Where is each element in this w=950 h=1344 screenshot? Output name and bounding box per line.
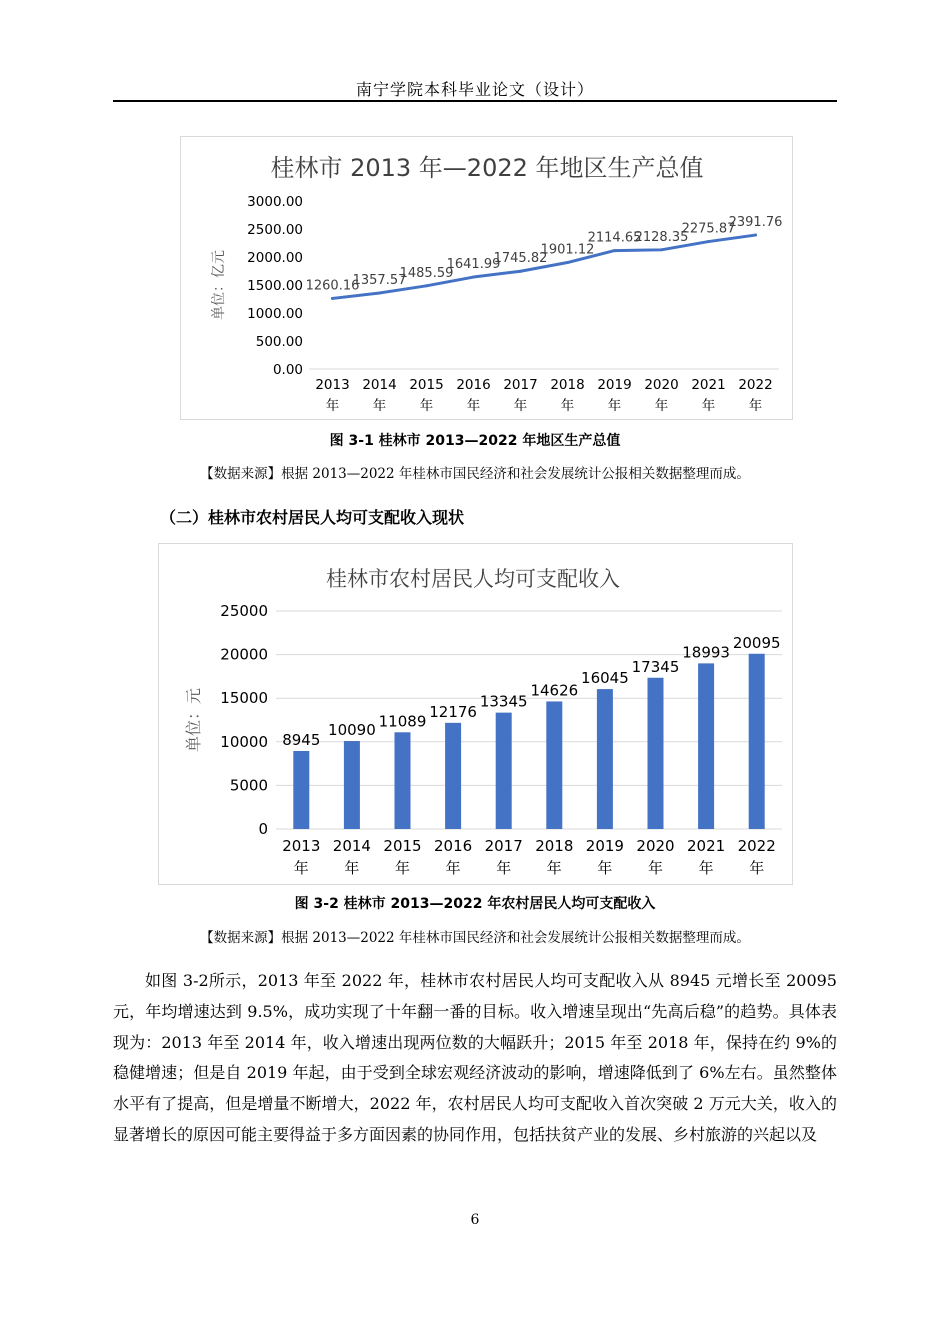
data-label: 1357.57 <box>352 272 407 288</box>
y-tick-label: 1000.00 <box>247 306 303 322</box>
figure-2-source: 【数据来源】根据 2013—2022 年桂林市国民经济和社会发展统计公报相关数据整理而成。 <box>200 930 750 946</box>
data-label: 2114.65 <box>587 230 642 246</box>
y-tick-label: 5000 <box>229 776 268 795</box>
data-point <box>378 291 381 294</box>
x-tick-label: 2014 <box>332 837 371 855</box>
data-label: 1745.82 <box>493 251 548 267</box>
x-tick-label-unit: 年 <box>372 398 387 414</box>
x-tick-label: 2016 <box>434 837 473 855</box>
x-tick-label: 2018 <box>550 377 585 393</box>
page-number: 6 <box>470 1212 480 1228</box>
gdp-line-chart-svg <box>181 137 792 419</box>
data-label: 14626 <box>530 681 579 700</box>
data-point <box>331 297 334 300</box>
data-label: 2128.35 <box>634 229 689 245</box>
x-tick-label-unit: 年 <box>513 398 528 414</box>
x-tick-label: 2021 <box>691 377 726 393</box>
income-bar-chart-svg <box>159 544 792 884</box>
x-tick-label-unit: 年 <box>607 398 622 414</box>
running-header: 南宁学院本科毕业论文（设计） <box>355 80 594 99</box>
y-tick-label: 25000 <box>220 602 268 620</box>
figure-1-source: 【数据来源】根据 2013—2022 年桂林市国民经济和社会发展统计公报相关数据整理而成。 <box>200 466 750 482</box>
x-tick-label: 2015 <box>409 377 444 393</box>
x-tick-label-unit: 年 <box>701 398 716 414</box>
x-tick-label: 2021 <box>687 837 726 855</box>
bar <box>648 678 664 829</box>
x-tick-label: 2013 <box>282 837 321 855</box>
y-tick-label: 2000.00 <box>247 250 303 266</box>
figure-1-caption: 图 3-1 桂林市 2013—2022 年地区生产总值 <box>329 433 621 449</box>
data-point <box>425 284 428 287</box>
data-label: 2275.87 <box>681 221 736 237</box>
bar <box>749 654 765 829</box>
data-label: 8945 <box>282 730 321 749</box>
x-tick-label: 2017 <box>503 377 538 393</box>
chart-title: 桂林市 2013 年—2022 年地区生产总值 <box>270 154 704 182</box>
bar <box>546 701 562 829</box>
data-label: 1485.59 <box>399 265 454 281</box>
x-tick-label-unit: 年 <box>698 859 714 877</box>
data-point <box>566 261 569 264</box>
y-axis-label: 单位：元 <box>184 687 203 753</box>
body-paragraph: 如图 3-2所示，2013 年至 2022 年，桂林市农村居民人均可支配收入从 8945 元增长至 20095 元，年均增速达到 9.5%，成功实现了十年翻一番的目标。收入增速呈现出“先高后稳”的趋势。具体表现为：2013 年至 2014 年，收入增速出现两位数的大幅跃升；2015 年至 2018 年，保持在约 9%的稳健增速；但是自 2019 年起，由于受到全球宏观经济波动的影响，增速降低到了 6%左右。虽然整体水平有了提高，但是增量不断增大，2022 年，农村居民人均可支配收入首次突破 2 万元大关，收入的显著增长的原因可能主要得益于多方面因素的协同作用，包括扶贫产业的发展、乡村旅游的兴起以及 <box>113 971 837 1144</box>
bar <box>698 663 714 829</box>
x-tick-label-unit: 年 <box>647 859 664 877</box>
data-label: 17345 <box>631 657 680 676</box>
x-tick-label-unit: 年 <box>466 398 481 414</box>
data-label: 1641.99 <box>446 257 501 273</box>
x-tick-label-unit: 年 <box>325 398 340 414</box>
x-tick-label-unit: 年 <box>560 398 575 414</box>
data-label: 1901.12 <box>540 242 595 258</box>
x-tick-label: 2017 <box>484 837 523 855</box>
x-tick-label: 2013 <box>315 377 350 393</box>
x-tick-label-unit: 年 <box>546 859 562 877</box>
y-tick-label: 10000 <box>220 732 268 751</box>
data-point <box>519 270 522 273</box>
x-tick-label-unit: 年 <box>748 398 763 414</box>
data-label: 16045 <box>581 669 629 688</box>
x-tick-label-unit: 年 <box>597 859 613 877</box>
x-tick-label-unit: 年 <box>394 859 411 877</box>
data-point <box>613 249 616 252</box>
x-tick-label-unit: 年 <box>654 398 669 414</box>
data-point <box>472 276 475 279</box>
bar <box>395 732 411 829</box>
figure-2-caption: 图 3-2 桂林市 2013—2022 年农村居民人均可支配收入 <box>294 896 656 912</box>
y-tick-label: 500.00 <box>255 334 303 350</box>
data-label: 12176 <box>429 702 477 721</box>
data-label: 10090 <box>328 721 376 740</box>
data-point <box>660 248 663 251</box>
x-tick-label-unit: 年 <box>344 859 360 877</box>
y-tick-label: 0.00 <box>272 362 303 378</box>
x-tick-label: 2018 <box>535 837 574 855</box>
data-point <box>707 240 710 243</box>
bar <box>293 751 309 829</box>
bar <box>344 741 360 829</box>
data-point <box>754 234 757 237</box>
y-tick-label: 0 <box>258 820 268 838</box>
x-tick-label-unit: 年 <box>496 859 512 877</box>
bar <box>445 723 461 829</box>
x-tick-label: 2022 <box>738 377 773 393</box>
y-tick-label: 2500.00 <box>247 222 303 238</box>
section-heading: （二）桂林市农村居民人均可支配收入现状 <box>160 508 465 527</box>
chart-title: 桂林市农村居民人均可支配收入 <box>326 567 620 591</box>
y-tick-label: 1500.00 <box>247 278 303 294</box>
x-tick-label-unit: 年 <box>293 859 309 877</box>
x-tick-label: 2020 <box>636 837 675 855</box>
x-tick-label: 2019 <box>597 377 632 393</box>
data-label: 1260.16 <box>305 278 360 294</box>
y-tick-label: 20000 <box>220 645 268 664</box>
x-tick-label-unit: 年 <box>419 398 434 414</box>
header-rule <box>113 100 837 102</box>
bar <box>597 689 613 829</box>
x-tick-label: 2015 <box>383 837 422 855</box>
data-label: 13345 <box>479 692 528 711</box>
x-tick-label: 2020 <box>644 377 679 393</box>
x-tick-label: 2022 <box>737 837 776 855</box>
x-tick-label: 2019 <box>585 837 624 855</box>
data-label: 18993 <box>682 643 730 662</box>
y-tick-label: 3000.00 <box>247 194 303 210</box>
data-label: 11089 <box>378 712 427 731</box>
gdp-line-chart <box>180 136 793 420</box>
x-tick-label-unit: 年 <box>445 859 461 877</box>
data-label: 20095 <box>732 633 781 652</box>
x-tick-label-unit: 年 <box>749 859 765 877</box>
y-tick-label: 15000 <box>220 689 268 708</box>
income-bar-chart <box>158 543 793 885</box>
x-tick-label: 2014 <box>362 377 397 393</box>
y-axis-label: 单位：亿元 <box>211 250 227 320</box>
bar <box>496 713 512 829</box>
data-label: 2391.76 <box>728 215 783 231</box>
x-tick-label: 2016 <box>456 377 491 393</box>
